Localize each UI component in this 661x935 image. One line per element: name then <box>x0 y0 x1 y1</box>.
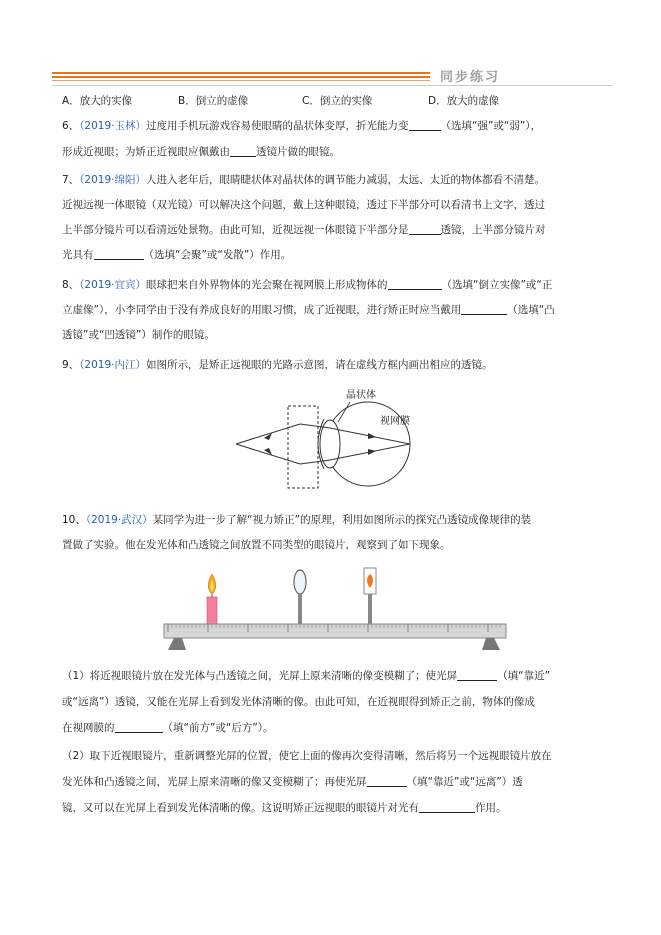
optical-rail <box>164 624 506 638</box>
dashed-lens-box[interactable] <box>288 406 318 488</box>
q7-line-3 <box>62 218 546 242</box>
screen-stand <box>368 594 372 624</box>
q8-text: 立虚像”），小李同学由于没有养成良好的用眼习惯，成了近视眼，进行矫正时应当戴用 <box>62 304 462 316</box>
option-b: B．倒立的虚像 <box>178 95 249 107</box>
q10-line-1 <box>62 508 531 532</box>
question-number: 7、 <box>62 174 80 186</box>
q9-line-1 <box>62 353 493 377</box>
q10-part2-line-1: （2）取下近视眼镜片，重新调整光屏的位置，使它上面的像再次变得清晰，然后将另一个远视眼镜片放在 <box>62 750 552 762</box>
question-number: 10、 <box>62 514 86 526</box>
q7-text: 透镜，上半部分镜片对 <box>440 224 546 236</box>
ray-arrow <box>368 433 376 439</box>
q10-text: 在视网膜的 <box>62 722 115 734</box>
q6-text: 过度用手机玩游戏容易使眼睛的晶状体变厚，折光能力变 <box>146 120 409 132</box>
convex-lens <box>294 570 306 594</box>
q8-text: （选填“凸 <box>507 304 555 316</box>
answer-blank[interactable] <box>367 774 407 787</box>
header-rule <box>52 85 612 86</box>
question-number: 9、 <box>62 359 80 371</box>
q7-text: 上半部分镜片可以看清远处景物。由此可知，近视远视一体眼镜下半部分是 <box>62 224 409 236</box>
q8-line-1 <box>62 273 552 297</box>
q6-text: 形成近视眼；为矫正近视眼应佩戴由 <box>62 146 230 158</box>
q10-part1-line-1 <box>62 664 550 688</box>
light-ray <box>236 444 300 464</box>
answer-blank[interactable] <box>409 118 441 131</box>
q6-line-2 <box>62 140 340 164</box>
q8-text: （选填“倒立实像”或“正 <box>441 279 553 291</box>
question-number: 6、 <box>62 120 80 132</box>
rail-leg-left <box>168 638 186 650</box>
retina-label: 视网膜 <box>380 416 410 427</box>
q9-text: 如图所示，是矫正远视眼的光路示意图，请在虚线方框内画出相应的透镜。 <box>146 359 493 371</box>
q10-text: （填“靠近”或“远离”）透 <box>406 776 523 788</box>
rail-leg-right <box>482 638 500 650</box>
q10-part1-line-3 <box>62 716 274 740</box>
q10-text: （填“前方”或“后方”）。 <box>162 722 274 734</box>
q10-text: 发光体和凸透镜之间，光屏上原来清晰的像又变模糊了；再使光屏 <box>62 776 367 788</box>
answer-blank[interactable] <box>457 668 497 681</box>
source-tag: （2019·玉林） <box>79 120 146 132</box>
q7-line-2: 近视远视一体眼镜（双光镜）可以解决这个问题，戴上这种眼镜，透过下半部分可以看清书上文字，透过 <box>62 199 545 211</box>
option-a: A．放大的实像 <box>62 95 133 107</box>
label-leader <box>338 402 350 422</box>
q10-text: 作用。 <box>475 802 507 814</box>
optical-bench-diagram <box>160 566 510 654</box>
answer-blank[interactable] <box>94 247 144 260</box>
q7-line-4 <box>62 243 291 267</box>
q8-text: 眼球把来自外界物体的光会聚在视网膜上形成物体的 <box>146 279 388 291</box>
eye-diagram <box>228 384 428 494</box>
q7-text: （选填“会聚”或“发散”）作用。 <box>143 249 292 261</box>
answer-blank[interactable] <box>388 277 442 290</box>
answer-blank[interactable] <box>409 222 441 235</box>
source-tag: （2019·绵阳） <box>79 174 146 186</box>
light-ray <box>236 424 300 444</box>
q6-line-1 <box>62 114 541 138</box>
answer-blank[interactable] <box>419 800 475 813</box>
question-number: 8、 <box>62 279 80 291</box>
header-stripe <box>52 76 430 78</box>
candle <box>207 597 217 624</box>
lens-stand <box>298 594 302 624</box>
page-header <box>52 66 612 86</box>
q8-line-2 <box>62 298 555 322</box>
q8-line-3: 透镜”或“凹透镜”）制作的眼镜。 <box>62 329 215 341</box>
q10-text: 某同学为进一步了解“视力矫正”的原理，利用如图所示的探究凸透镜成像规律的装 <box>152 514 532 526</box>
option-d: D．放大的虚像 <box>428 95 500 107</box>
answer-blank[interactable] <box>461 302 507 315</box>
header-stripe <box>52 80 430 81</box>
q6-text: 透镜片做的眼镜。 <box>256 146 340 158</box>
header-stripe <box>52 72 430 74</box>
q7-text: 人进入老年后，眼睛睫状体对晶状体的调节能力减弱，太远、太近的物体都看不清楚。 <box>146 174 545 186</box>
source-tag: （2019·内江） <box>79 359 146 371</box>
q10-part2-line-2 <box>62 770 523 794</box>
q10-part1-line-2: 或“远离”）透镜，又能在光屏上看到发光体清晰的像。由此可知，在近视眼得到矫正之前，物体的像成 <box>62 696 535 708</box>
source-tag: （2019·宜宾） <box>79 279 146 291</box>
answer-blank[interactable] <box>115 720 163 733</box>
option-c: C．倒立的实像 <box>302 95 373 107</box>
q7-line-1 <box>62 168 545 192</box>
header-title: 同步练习 <box>440 70 501 85</box>
ray-arrow <box>368 449 376 455</box>
q10-text: （填“靠近” <box>497 670 551 682</box>
q10-part2-line-3 <box>62 796 507 820</box>
q10-line-2: 置做了实验。他在发光体和凸透镜之间放置不同类型的眼镜片，观察到了如下现象。 <box>62 539 451 551</box>
q6-text: （选填“强”或“弱”）， <box>440 120 542 132</box>
lens-label: 晶状体 <box>346 390 376 401</box>
q10-text: 镜，又可以在光屏上看到发光体清晰的像。这说明矫正远视眼的眼镜片对光有 <box>62 802 419 814</box>
source-tag: （2019·武汉） <box>85 514 153 526</box>
q10-text: （1）将近视眼镜片放在发光体与凸透镜之间，光屏上原来清晰的像变模糊了；使光屏 <box>62 670 458 682</box>
q7-text: 光具有 <box>62 249 94 261</box>
answer-blank[interactable] <box>230 144 256 157</box>
